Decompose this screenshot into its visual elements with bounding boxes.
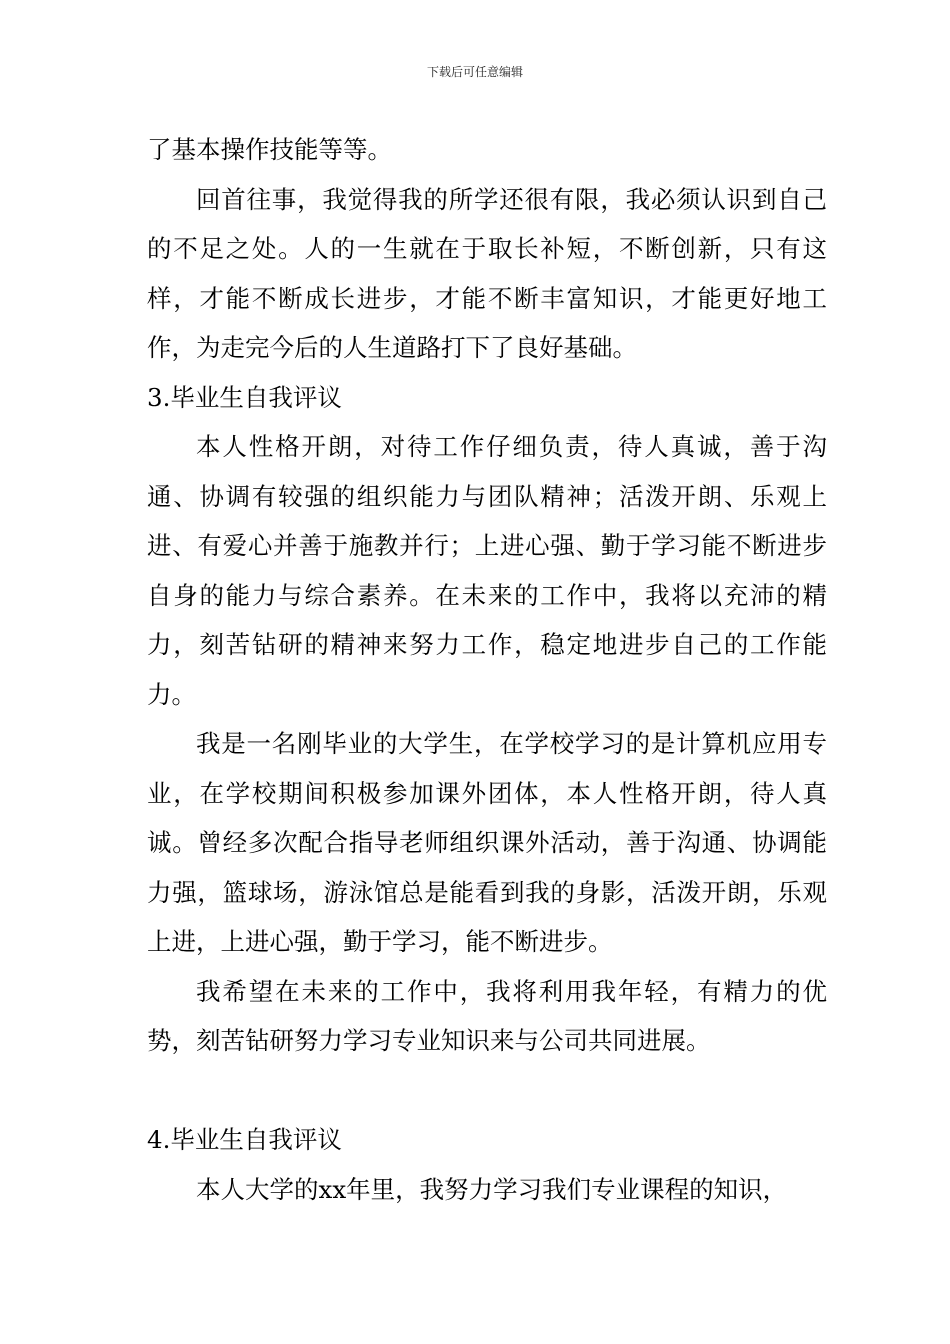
paragraph: 回首往事，我觉得我的所学还很有限，我必须认识到自己的不足之处。人的一生就在于取长补短，不断创新，只有这样，才能不断成长进步，才能不断丰富知识，才能更好地工作，为走完今后的人生道路打下了良好基础。: [147, 184, 827, 362]
section-heading-3: 3.毕业生自我评议: [147, 382, 342, 412]
blank-line: [147, 1066, 827, 1116]
paragraph: 我是一名刚毕业的大学生，在学校学习的是计算机应用专业，在学校期间积极参加课外团体，本人性格开朗，待人真诚。曾经多次配合指导老师组织课外活动，善于沟通、协调能力强，篮球场，游泳馆总是能看到我的身影，活泼开朗，乐观上进，上进心强，勤于学习，能不断进步。: [147, 729, 827, 956]
paragraph: 本人性格开朗，对待工作仔细负责，待人真诚，善于沟通、协调有较强的组织能力与团队精神；活泼开朗、乐观上进、有爱心并善于施教并行；上进心强、勤于学习能不断进步自身的能力与综合素养。在未来的工作中，我将以充沛的精力，刻苦钻研的精神来努力工作，稳定地进步自己的工作能力。: [147, 432, 827, 709]
page-header: 下载后可任意编辑: [426, 65, 523, 79]
paragraph-continuation: 了基本操作技能等等。: [147, 135, 392, 164]
paragraph: 本人大学的xx年里，我努力学习我们专业课程的知识，: [196, 1174, 788, 1204]
paragraph: 我希望在未来的工作中，我将利用我年轻，有精力的优势，刻苦钻研努力学习专业知识来与公司共同进展。: [147, 976, 827, 1055]
section-heading-4: 4.毕业生自我评议: [147, 1125, 342, 1154]
document-body: [147, 125, 827, 1214]
